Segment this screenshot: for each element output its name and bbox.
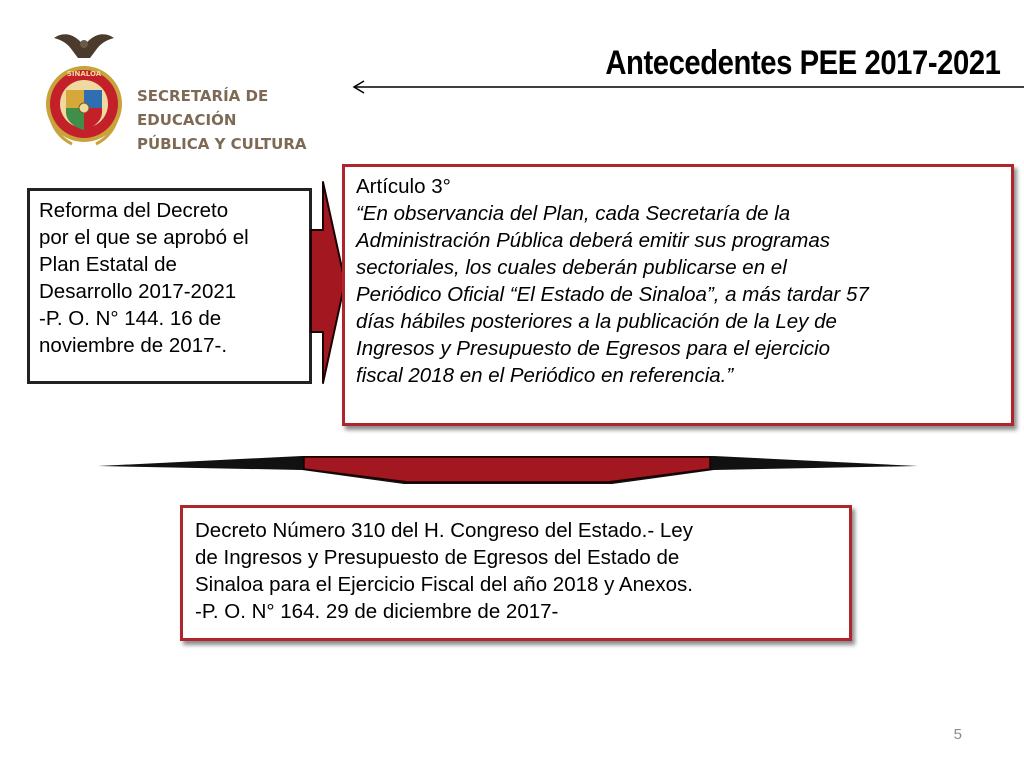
org-line: SECRETARÍA DE [137,87,269,105]
seal-text: SINALOA [66,70,102,78]
organization-name [137,84,327,156]
state-seal-icon [44,28,124,150]
slide-number: 5 [953,726,962,743]
box-line: Ingresos y Presupuesto de Egresos para el ejercicio [356,337,831,360]
org-line: EDUCACIÓN [137,111,237,129]
box-line: fiscal 2018 en el Periódico en referencia.” [356,364,734,387]
box-line: por el que se aprobó el [39,226,249,249]
arrow-right-icon [307,180,347,385]
title-underline-arrow-icon [352,80,1024,94]
arrow-down-icon [96,452,920,486]
box-line: Plan Estatal de [39,253,177,276]
box-line: Periódico Oficial “El Estado de Sinaloa”, a más tardar 57 [356,283,869,306]
box-line: de Ingresos y Presupuesto de Egresos del Estado de [195,546,680,569]
box-line: Desarrollo 2017-2021 [39,280,237,303]
article-heading: Artículo 3° [356,175,451,198]
box-line: Administración Pública deberá emitir sus programas [356,229,830,252]
box-line: Reforma del Decreto [39,199,229,222]
article-3-box [342,164,1014,426]
box-line: días hábiles posteriores a la publicación de la Ley de [356,310,837,333]
decree-310-box [180,505,852,641]
box-line: -P. O. N° 164. 29 de diciembre de 2017- [195,600,559,623]
reform-decree-box [27,188,312,384]
box-line: Sinaloa para el Ejercicio Fiscal del año 2018 y Anexos. [195,573,693,596]
box-line: Decreto Número 310 del H. Congreso del Estado.- Ley [195,519,693,542]
page-title: Antecedentes PEE 2017-2021 [604,44,1000,82]
box-line: “En observancia del Plan, cada Secretaría de la [356,202,791,225]
box-line: noviembre de 2017-. [39,334,228,357]
box-line: -P. O. N° 144. 16 de [39,307,222,330]
org-line: PÚBLICA Y CULTURA [137,135,307,153]
box-line: sectoriales, los cuales deberán publicarse en el [356,256,787,279]
